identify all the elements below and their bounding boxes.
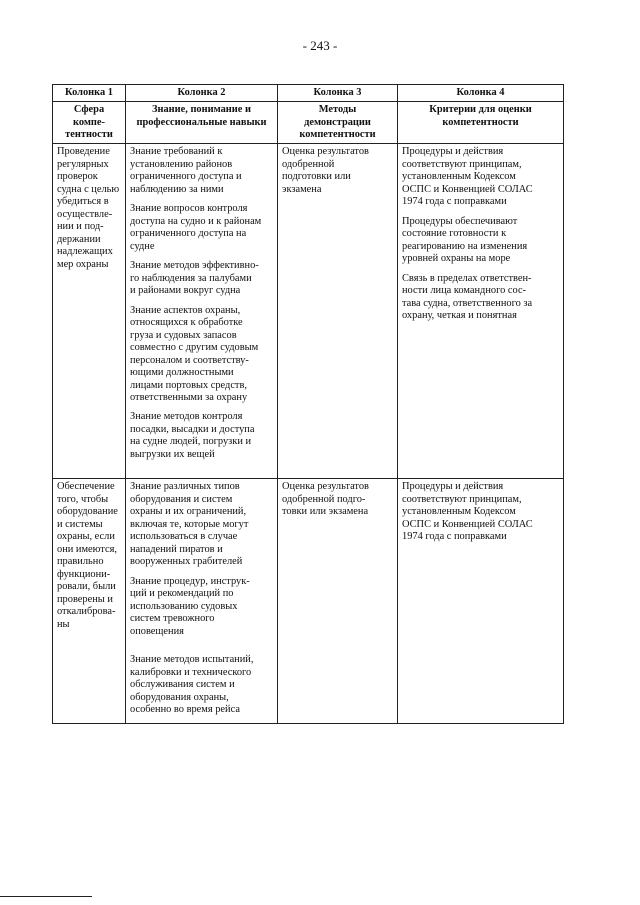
header-criteria: Критерии для оценки компетентности [398,102,564,144]
criteria-item: Связь в пределах ответствен- ности лица командного сос- тава судна, ответственного за охрану, четкая и понятная [402,272,533,322]
methods-cell: Оценка результатов одобренной подго- товки или экзамена [278,479,398,724]
competence-cell: Обеспечение того, чтобы оборудование и системы охраны, если они имеются, правильно функциони- ровали, были проверены и откалиброва- ны [53,479,126,724]
knowledge-item: Знание различных типов оборудования и систем охраны и их ограничений, включая те, которые могут использоваться в случае нападений пиратов и вооруженных грабителей [130,481,249,568]
header-knowledge: Знание, понимание и профессиональные навыки [126,102,278,144]
criteria-cell [398,144,564,479]
knowledge-item: Знание методов испытаний, калибровки и технического обслуживания систем и оборудования охраны, особенно во время рейса [130,654,254,716]
knowledge-item: Знание аспектов охраны, относящихся к обработке груза и судовых запасов совместно с другим судовым персоналом и соответству- ющими должностными лицами портовых средств, ответственными за охрану [130,304,259,403]
header-row [53,102,564,144]
knowledge-item: Знание вопросов контроля доступа на судно и к районам ограниченного доступа на судне [130,203,262,252]
criteria-item: Процедуры и действия соответствуют принципам, установленным Кодексом ОСПС и Конвенцией СОЛАС 1974 года с поправками [402,481,533,543]
column-number-2: Колонка 2 [126,85,278,102]
methods-cell: Оценка результатов одобренной подготовки или экзамена [278,144,398,479]
header-methods: Методы демонстрации компетентности [278,102,398,144]
table-row [53,479,564,724]
knowledge-item: Знание процедур, инструк- ций и рекомендаций по использованию судовых систем тревожного оповещения [130,575,250,637]
column-number-4: Колонка 4 [398,85,564,102]
column-number-1: Колонка 1 [53,85,126,102]
knowledge-item: Знание методов эффективно- го наблюдения за палубами и районами вокруг судна [130,260,259,297]
table-row [53,144,564,479]
criteria-cell [398,479,564,724]
knowledge-item: Знание методов контроля посадки, высадки и доступа на судне людей, погрузки и выгрузки их вещей [130,411,255,460]
competence-cell: Проведение регулярных проверок судна с целью убедиться в осуществле- нии и под- держании надлежащих мер охраны [53,144,126,479]
criteria-item: Процедуры и действия соответствуют принципам, установленным Кодексом ОСПС и Конвенцией СОЛАС 1974 года с поправками [402,146,533,208]
column-number-row [53,85,564,102]
footnote-divider [0,896,92,897]
criteria-item: Процедуры обеспечивают состояние готовности к реагированию на изменения уровней охраны на море [402,215,528,265]
knowledge-item: Знание требований к установлению районов ограниченного доступа и наблюдению за ними [130,146,242,195]
competence-table [52,84,564,724]
column-number-3: Колонка 3 [278,85,398,102]
knowledge-cell [126,144,278,479]
header-competence: Сфера компе- тентности [53,102,126,144]
page-number: - 243 - [302,38,338,53]
knowledge-cell [126,479,278,724]
